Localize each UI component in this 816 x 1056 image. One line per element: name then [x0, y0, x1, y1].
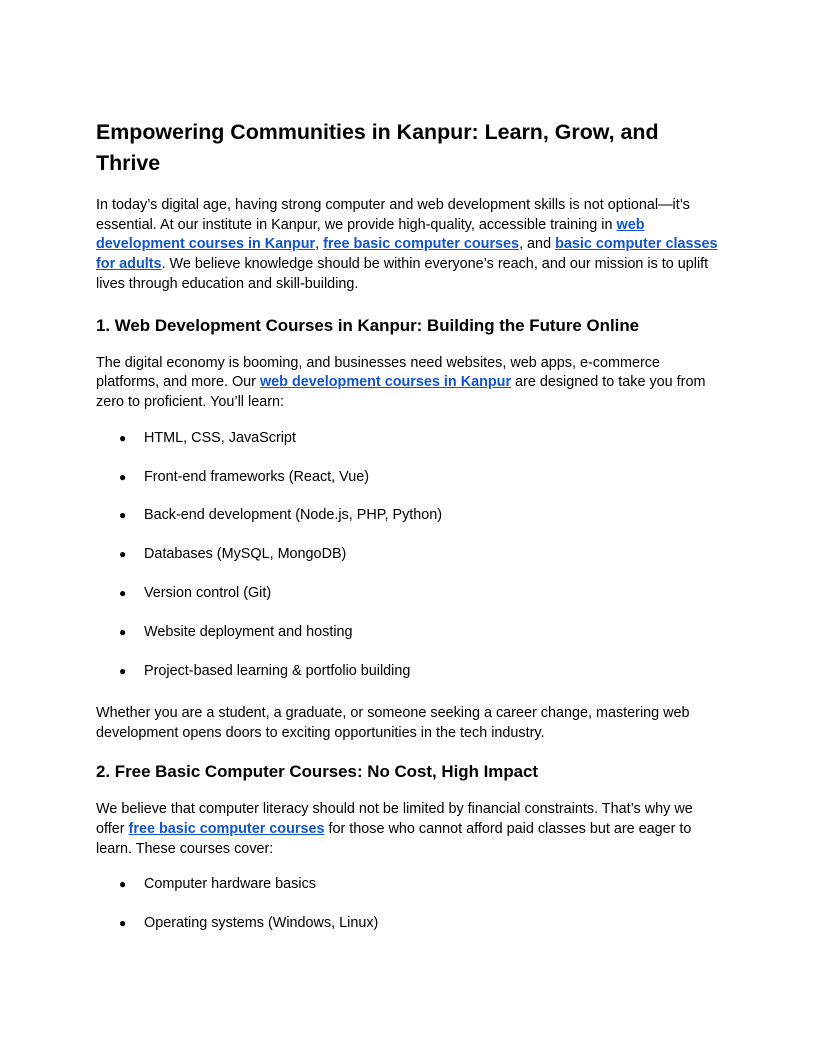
section-1-heading: 1. Web Development Courses in Kanpur: Building the Future Online	[96, 315, 640, 335]
section-1-text-2: are designed to take you from zero to proficient. You’ll learn:	[96, 374, 706, 410]
bullet-icon: ●	[119, 877, 127, 892]
free-basic-computer-courses-link[interactable]: free basic computer courses	[323, 236, 520, 253]
bullet-icon: ●	[119, 430, 127, 445]
bullet-icon: ●	[119, 586, 127, 601]
section-2-free-courses-link[interactable]: free basic computer courses	[128, 821, 325, 838]
intro-text-2: ,	[315, 236, 324, 253]
section-1-text-1: The digital economy is booming, and businesses need websites, web apps, e-commerce platforms, and more. Our	[96, 354, 660, 391]
section-1-web-development-link[interactable]: web development courses in Kanpur	[259, 374, 512, 391]
list-item	[96, 468, 720, 487]
basic-computer-classes-adults-link[interactable]: basic computer classes for adults	[96, 236, 718, 273]
section-1-closing-paragraph: Whether you are a student, a graduate, or someone seeking a career change, mastering web development opens doors to exciting opportunities in the tech industry.	[96, 704, 690, 741]
list-item-text: Version control (Git)	[144, 585, 272, 602]
list-item-text: Front-end frameworks (React, Vue)	[144, 468, 369, 485]
intro-paragraph	[96, 196, 720, 295]
web-development-topics-list	[96, 429, 720, 681]
list-item	[96, 914, 720, 933]
list-item	[96, 584, 720, 603]
section-2-text-1: We believe that computer literacy should not be limited by financial constraints. That’s why we offer	[96, 801, 693, 838]
list-item	[96, 623, 720, 642]
section-2-heading: 2. Free Basic Computer Courses: No Cost, High Impact	[96, 762, 539, 782]
page-title: Empowering Communities in Kanpur: Learn, Grow, and Thrive	[96, 120, 659, 175]
list-item-text: Project-based learning & portfolio building	[144, 662, 411, 679]
list-item-text: Back-end development (Node.js, PHP, Python)	[144, 507, 443, 524]
list-item	[96, 429, 720, 448]
bullet-icon: ●	[119, 547, 127, 562]
bullet-icon: ●	[119, 508, 127, 523]
list-item	[96, 662, 720, 681]
list-item-text: HTML, CSS, JavaScript	[144, 429, 296, 446]
list-item-text: Computer hardware basics	[144, 876, 316, 893]
bullet-icon: ●	[119, 663, 127, 678]
list-item-text: Databases (MySQL, MongoDB)	[144, 546, 347, 563]
section-2-paragraph	[96, 800, 720, 859]
list-item	[96, 875, 720, 894]
bullet-icon: ●	[119, 916, 127, 931]
intro-text-4: . We believe knowledge should be within everyone’s reach, and our mission is to uplift lives through education and skill-building.	[96, 256, 709, 292]
section-1-paragraph	[96, 354, 720, 413]
section-2-text-2: for those who cannot afford paid classes but are eager to learn. These courses cover:	[96, 821, 692, 857]
computer-topics-list	[96, 875, 720, 933]
intro-text-3: , and	[519, 236, 556, 253]
bullet-icon: ●	[119, 469, 127, 484]
web-development-courses-link[interactable]: web development courses in Kanpur	[96, 216, 645, 253]
bullet-icon: ●	[119, 625, 127, 640]
list-item	[96, 506, 720, 525]
list-item-text: Operating systems (Windows, Linux)	[144, 915, 379, 932]
list-item-text: Website deployment and hosting	[144, 624, 353, 641]
intro-text-1: In today’s digital age, having strong computer and web development skills is not optional—it’s essential. At our institute in Kanpur, we provide high-quality, accessible training in	[96, 197, 690, 233]
list-item	[96, 545, 720, 564]
document-page	[96, 117, 720, 953]
